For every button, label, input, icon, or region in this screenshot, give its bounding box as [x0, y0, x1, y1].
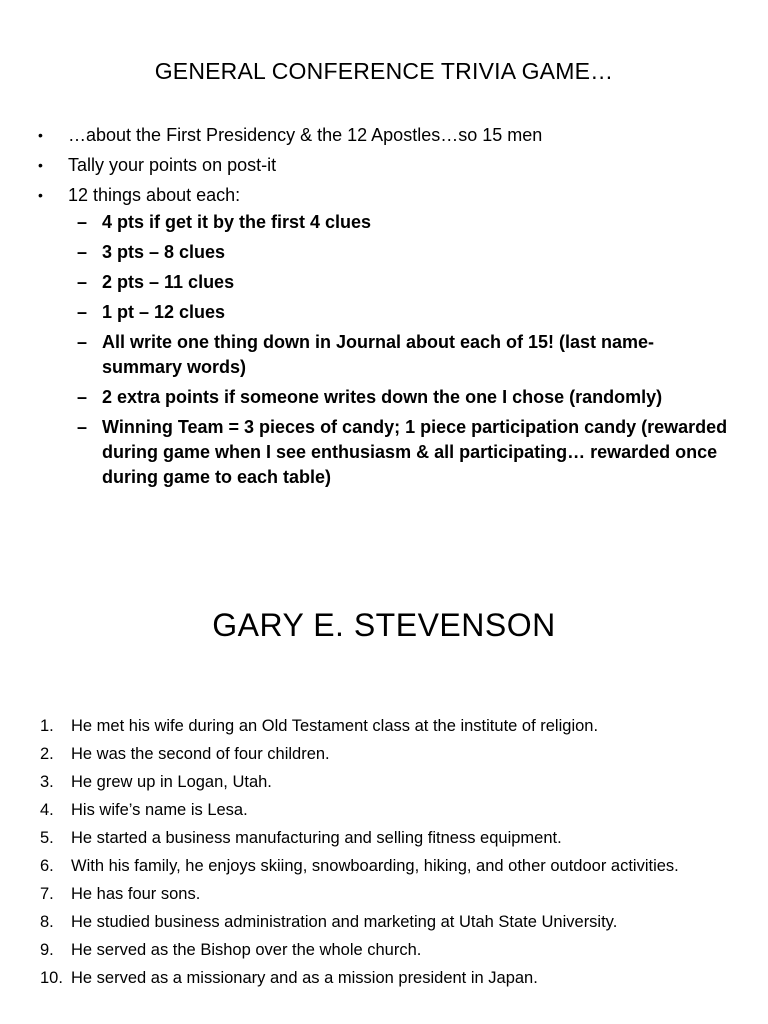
scoring-item [77, 330, 728, 380]
clue-number: 8. [40, 913, 54, 931]
dash-icon: – [77, 417, 88, 437]
slide-title: GENERAL CONFERENCE TRIVIA GAME… [154, 58, 614, 84]
clue-text: He has four sons. [71, 885, 201, 903]
dash-icon: – [77, 212, 88, 232]
scoring-item-text: 1 pt – 12 clues [102, 302, 226, 322]
clue-number: 6. [40, 857, 54, 875]
rules-bullet-text: …about the First Presidency & the 12 Apostles…so 15 men [68, 125, 543, 145]
clue-item [40, 826, 740, 850]
clue-number: 7. [40, 885, 54, 903]
scoring-item [77, 270, 728, 295]
scoring-item [77, 240, 728, 265]
clue-item [40, 854, 740, 878]
scoring-item-text: 2 pts – 11 clues [102, 272, 235, 292]
dash-icon: – [77, 272, 88, 292]
clue-number: 9. [40, 941, 54, 959]
scoring-item [77, 210, 728, 235]
clue-text: He started a business manufacturing and selling fitness equipment. [71, 829, 562, 847]
clue-text: He met his wife during an Old Testament class at the institute of religion. [71, 717, 599, 735]
scoring-item [77, 385, 728, 410]
clue-number: 1. [40, 717, 54, 735]
clue-number: 2. [40, 745, 54, 763]
rules-bullet [38, 150, 728, 180]
scoring-item [77, 415, 728, 490]
clue-number: 5. [40, 829, 54, 847]
dash-icon: – [77, 302, 88, 322]
scoring-item-text: 2 extra points if someone writes down the one I chose (randomly) [102, 387, 663, 407]
bullet-icon: • [38, 187, 43, 203]
clue-item [40, 742, 740, 766]
clue-item [40, 966, 740, 990]
clue-item [40, 770, 740, 794]
scoring-item-text: 4 pts if get it by the first 4 clues [102, 212, 372, 232]
clue-item [40, 714, 740, 738]
clue-item [40, 798, 740, 822]
scoring-item [77, 300, 728, 325]
rules-bullet-text: 12 things about each: [68, 185, 241, 205]
clue-item [40, 882, 740, 906]
clue-text: He was the second of four children. [71, 745, 330, 763]
clue-item [40, 910, 740, 934]
clue-text: He served as the Bishop over the whole church. [71, 941, 422, 959]
person-name-heading: GARY E. STEVENSON [212, 607, 556, 643]
clue-list [40, 714, 740, 994]
bullet-icon: • [38, 157, 43, 173]
clue-number: 10. [40, 969, 63, 987]
clue-number: 3. [40, 773, 54, 791]
clue-text: He grew up in Logan, Utah. [71, 773, 272, 791]
scoring-item-text: 3 pts – 8 clues [102, 242, 226, 262]
clue-text: With his family, he enjoys skiing, snowboarding, hiking, and other outdoor activities. [71, 857, 679, 875]
clue-text: His wife’s name is Lesa. [71, 801, 248, 819]
clue-text: He studied business administration and marketing at Utah State University. [71, 913, 618, 931]
bullet-icon: • [38, 127, 43, 143]
rules-bullet-text: Tally your points on post-it [68, 155, 277, 175]
dash-icon: – [77, 387, 88, 407]
clue-text: He served as a missionary and as a mission president in Japan. [71, 969, 538, 987]
rules-bullet [38, 180, 728, 490]
scoring-item-text: Winning Team = 3 pieces of candy; 1 piece participation candy (rewarded during game when I see enthusiasm & all participating… rewarded once during game to each table) [102, 417, 728, 487]
rules-bullet [38, 120, 728, 150]
scoring-sublist [77, 210, 728, 490]
clue-item [40, 938, 740, 962]
dash-icon: – [77, 242, 88, 262]
clue-number: 4. [40, 801, 54, 819]
dash-icon: – [77, 332, 88, 352]
scoring-item-text: All write one thing down in Journal about each of 15! (last name-summary words) [102, 332, 655, 377]
rules-list [38, 120, 728, 495]
